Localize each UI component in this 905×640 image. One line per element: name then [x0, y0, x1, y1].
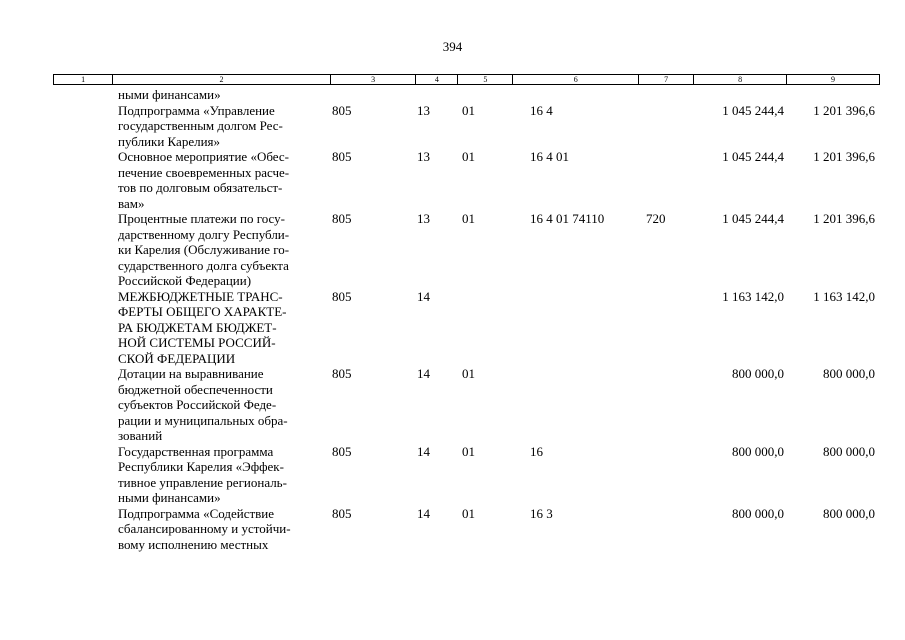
row-name-line: ки Карелия (Обслуживание го- [118, 242, 290, 257]
row-name [118, 506, 323, 553]
row-name-line: СКОЙ ФЕДЕРАЦИИ [118, 350, 236, 366]
cell-amount-year-1: 1 045 244,4 [722, 149, 784, 164]
row-name-line: сбалансированному и устойчи- [118, 521, 291, 536]
row-name [118, 87, 323, 103]
cell-amount-year-1: 800 000,0 [732, 505, 784, 521]
cell-subsection: 01 [462, 366, 475, 381]
cell-amount-year-2: 800 000,0 [823, 366, 875, 381]
column-header-4: 4 [416, 75, 458, 85]
row-name-line: Подпрограмма «Содействие [118, 505, 275, 521]
cell-subsection: 01 [462, 211, 475, 226]
row-name-line: сударственного долга субъекта [118, 257, 289, 273]
column-header-6: 6 [513, 75, 639, 85]
cell-target-article: 16 3 [530, 505, 553, 521]
cell-amount-year-2: 1 201 396,6 [813, 149, 875, 164]
cell-admin-code: 805 [332, 211, 352, 226]
row-name-line: Дотации на выравнивание [118, 366, 264, 381]
row-name-line: ными финансами» [118, 87, 221, 102]
cell-section: 14 [417, 366, 430, 381]
table-row [0, 506, 905, 553]
cell-section: 13 [417, 149, 430, 164]
table-row [0, 211, 905, 289]
row-name-line: публики Карелия» [118, 133, 221, 149]
row-name [118, 444, 323, 506]
row-name-line: РА БЮДЖЕТАМ БЮДЖЕТ- [118, 319, 277, 335]
cell-target-article: 16 4 01 74110 [530, 211, 605, 226]
column-header-3: 3 [330, 75, 416, 85]
cell-amount-year-2: 800 000,0 [823, 443, 875, 459]
cell-section: 14 [417, 443, 430, 459]
row-name [118, 289, 323, 367]
row-name-line: зований [118, 428, 163, 443]
row-name [118, 149, 323, 211]
row-name-line: рации и муниципальных обра- [118, 412, 288, 428]
row-name [118, 211, 323, 289]
cell-section: 14 [417, 288, 430, 304]
column-header-7: 7 [639, 75, 694, 85]
table-row [0, 87, 905, 103]
table-row [0, 103, 905, 150]
row-name-line: НОЙ СИСТЕМЫ РОССИЙ- [118, 335, 276, 350]
row-name-line: дарственному долгу Республи- [118, 226, 290, 242]
cell-amount-year-1: 800 000,0 [732, 443, 784, 459]
cell-section: 13 [417, 211, 430, 226]
row-name-line: печение своевременных расче- [118, 164, 290, 180]
cell-subsection: 01 [462, 149, 475, 164]
row-name-line: государственным долгом Рес- [118, 118, 283, 133]
column-header-1: 1 [54, 75, 113, 85]
budget-table-body [0, 87, 905, 552]
table-row [0, 444, 905, 506]
column-header-row [53, 74, 880, 85]
cell-admin-code: 805 [332, 149, 352, 164]
row-name-line: тов по долговым обязательст- [118, 180, 283, 195]
row-name-line: Подпрограмма «Управление [118, 102, 275, 118]
cell-amount-year-2: 1 201 396,6 [813, 102, 875, 118]
cell-amount-year-1: 1 163 142,0 [722, 288, 784, 304]
cell-target-article: 16 4 01 [530, 149, 569, 164]
cell-subsection: 01 [462, 505, 475, 521]
cell-admin-code: 805 [332, 505, 352, 521]
cell-admin-code: 805 [332, 366, 352, 381]
cell-amount-year-1: 1 045 244,4 [722, 102, 784, 118]
table-row [0, 289, 905, 367]
cell-section: 13 [417, 102, 430, 118]
table-row [0, 366, 905, 444]
row-name-line: тивное управление региональ- [118, 474, 287, 490]
row-name-line: Процентные платежи по госу- [118, 211, 285, 226]
column-header-2: 2 [113, 75, 330, 85]
row-name-line: субъектов Российской Феде- [118, 397, 277, 412]
cell-admin-code: 805 [332, 443, 352, 459]
row-name-line: вам» [118, 195, 145, 211]
cell-target-article: 16 4 [530, 102, 553, 118]
row-name-line: ФЕРТЫ ОБЩЕГО ХАРАКТЕ- [118, 304, 287, 319]
cell-subsection: 01 [462, 443, 475, 459]
cell-admin-code: 805 [332, 288, 352, 304]
row-name [118, 103, 323, 150]
cell-admin-code: 805 [332, 102, 352, 118]
row-name-line: Республики Карелия «Эффек- [118, 459, 284, 474]
cell-target-article: 16 [530, 443, 543, 459]
page-number: 394 [442, 39, 463, 54]
row-name [118, 366, 323, 444]
row-name-line: Государственная программа [118, 443, 274, 459]
cell-amount-year-2: 1 163 142,0 [813, 288, 875, 304]
cell-amount-year-2: 800 000,0 [823, 505, 875, 521]
column-header-5: 5 [458, 75, 513, 85]
row-name-line: Основное мероприятие «Обес- [118, 149, 289, 164]
table-row [0, 149, 905, 211]
column-header-9: 9 [787, 75, 880, 85]
row-name-line: МЕЖБЮДЖЕТНЫЕ ТРАНС- [118, 288, 283, 304]
row-name-line: вому исполнению местных [118, 536, 269, 552]
row-name-line: бюджетной обеспеченности [118, 381, 273, 397]
cell-amount-year-1: 1 045 244,4 [722, 211, 784, 226]
row-name-line: Российской Федерации) [118, 273, 252, 288]
cell-section: 14 [417, 505, 430, 521]
cell-amount-year-2: 1 201 396,6 [813, 211, 875, 226]
cell-amount-year-1: 800 000,0 [732, 366, 784, 381]
cell-expense-type: 720 [646, 211, 666, 226]
row-name-line: ными финансами» [118, 490, 221, 505]
column-header-8: 8 [694, 75, 787, 85]
cell-subsection: 01 [462, 102, 475, 118]
